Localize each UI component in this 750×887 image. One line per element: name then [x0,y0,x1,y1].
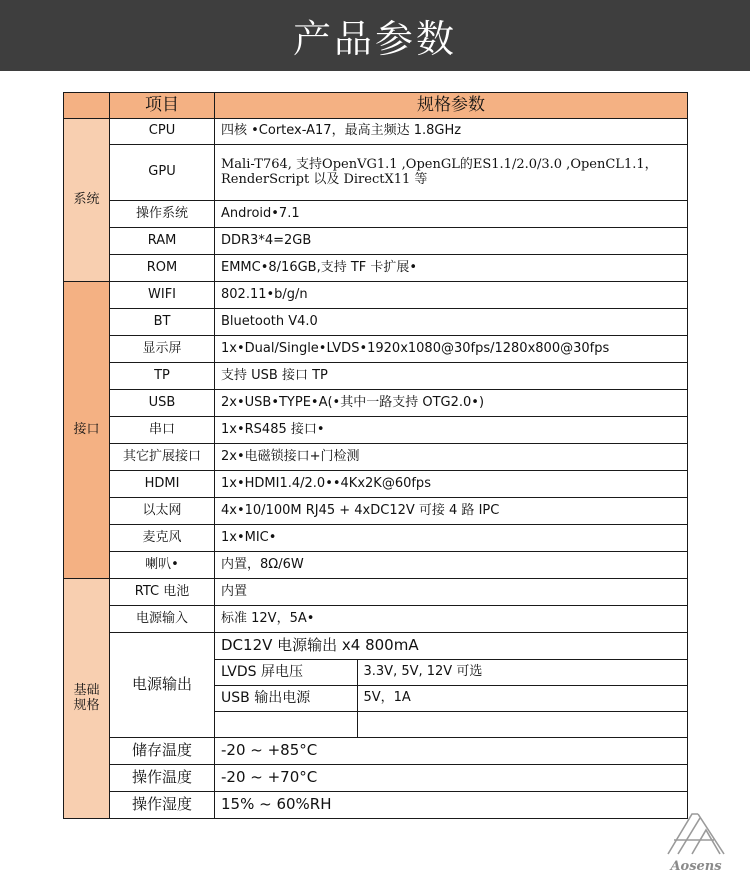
value-speaker: 内置，8Ω/6W [215,552,688,579]
item-tp: TP [110,363,215,390]
item-display: 显示屏 [110,336,215,363]
item-ethernet: 以太网 [110,498,215,525]
table-row [64,363,688,390]
power-out-sub-row [215,712,687,738]
value-ethernet: 4x•10/100M RJ45 + 4xDC12V 可接 4 路 IPC [215,498,688,525]
value-wifi: 802.11•b/g/n [215,282,688,309]
power-out-usb-value: 5V，1A [357,686,687,712]
table-row [64,201,688,228]
table-row [64,282,688,309]
value-mic: 1x•MIC• [215,525,688,552]
value-tp: 支持 USB 接口 TP [215,363,688,390]
value-bt: Bluetooth V4.0 [215,309,688,336]
table-row [64,471,688,498]
power-out-lvds-label: LVDS 屏电压 [215,660,357,686]
item-rom: ROM [110,255,215,282]
item-storage-temp: 储存温度 [110,738,215,765]
header-spec-cell: 规格参数 [215,93,688,119]
value-gpu: Mali-T764, 支持OpenVG1.1 ,OpenGL的ES1.1/2.0/3.0 ,OpenCL1.1，RenderScript 以及 DirectX11 等 [215,145,688,201]
item-os: 操作系统 [110,201,215,228]
item-power-out: 电源输出 [110,633,215,738]
category-basic-line2: 规格 [73,697,100,713]
item-op-humidity: 操作湿度 [110,792,215,819]
item-speaker: 喇叭• [110,552,215,579]
power-out-empty-label [215,712,357,738]
item-ram: RAM [110,228,215,255]
table-header-row [64,93,688,119]
power-out-lvds-value: 3.3V, 5V, 12V 可选 [357,660,687,686]
value-storage-temp: -20 ~ +85°C [215,738,688,765]
power-out-main: DC12V 电源输出 x4 800mA [215,633,687,660]
value-op-humidity: 15% ~ 60%RH [215,792,688,819]
value-rtc: 内置 [215,579,688,606]
item-rtc: RTC 电池 [110,579,215,606]
aosens-logo-icon [654,810,738,858]
table-row [64,525,688,552]
table-row [64,444,688,471]
category-basic [64,579,110,819]
item-usb: USB [110,390,215,417]
value-display: 1x•Dual/Single•LVDS•1920x1080@30fps/1280x800@30fps [215,336,688,363]
table-row [64,119,688,145]
table-row [64,579,688,606]
value-serial: 1x•RS485 接口• [215,417,688,444]
item-gpu: GPU [110,145,215,201]
value-cpu: 四核 •Cortex-A17，最高主频达 1.8GHz [215,119,688,145]
logo-text: Aosens [670,859,722,874]
power-out-main-row [215,633,687,660]
page-title: 产品参数 [292,17,457,61]
value-hdmi: 1x•HDMI1.4/2.0••4Kx2K@60fps [215,471,688,498]
power-out-sub-row [215,686,687,712]
item-bt: BT [110,309,215,336]
header-item-cell: 项目 [110,93,215,119]
table-row [64,738,688,765]
table-row [64,255,688,282]
category-system: 系统 [64,119,110,282]
value-op-temp: -20 ~ +70°C [215,765,688,792]
power-out-sub-row [215,660,687,686]
item-cpu: CPU [110,119,215,145]
value-ram: DDR3*4=2GB [215,228,688,255]
header-corner-cell [64,93,110,119]
table-row [64,606,688,633]
value-other-ports: 2x•电磁锁接口+门检测 [215,444,688,471]
item-other-ports: 其它扩展接口 [110,444,215,471]
table-row [64,336,688,363]
item-serial: 串口 [110,417,215,444]
table-row [64,765,688,792]
category-basic-line1: 基础 [73,682,100,698]
item-hdmi: HDMI [110,471,215,498]
brand-logo [654,810,738,874]
table-row [64,498,688,525]
value-power-out [215,633,688,738]
header-banner [0,0,750,71]
item-mic: 麦克风 [110,525,215,552]
table-row [64,792,688,819]
value-usb: 2x•USB•TYPE•A(•其中一路支持 OTG2.0•) [215,390,688,417]
power-out-subtable [215,633,687,737]
power-out-usb-label: USB 输出电源 [215,686,357,712]
spec-table [63,92,688,819]
table-row [64,417,688,444]
category-interface: 接口 [64,282,110,579]
power-out-empty-value [357,712,687,738]
value-rom: EMMC•8/16GB,支持 TF 卡扩展• [215,255,688,282]
value-power-in: 标准 12V，5A• [215,606,688,633]
table-row [64,145,688,201]
value-os: Android•7.1 [215,201,688,228]
item-op-temp: 操作温度 [110,765,215,792]
table-row [64,228,688,255]
table-row [64,552,688,579]
table-row [64,390,688,417]
table-row [64,309,688,336]
item-wifi: WIFI [110,282,215,309]
item-power-in: 电源输入 [110,606,215,633]
table-row [64,633,688,738]
